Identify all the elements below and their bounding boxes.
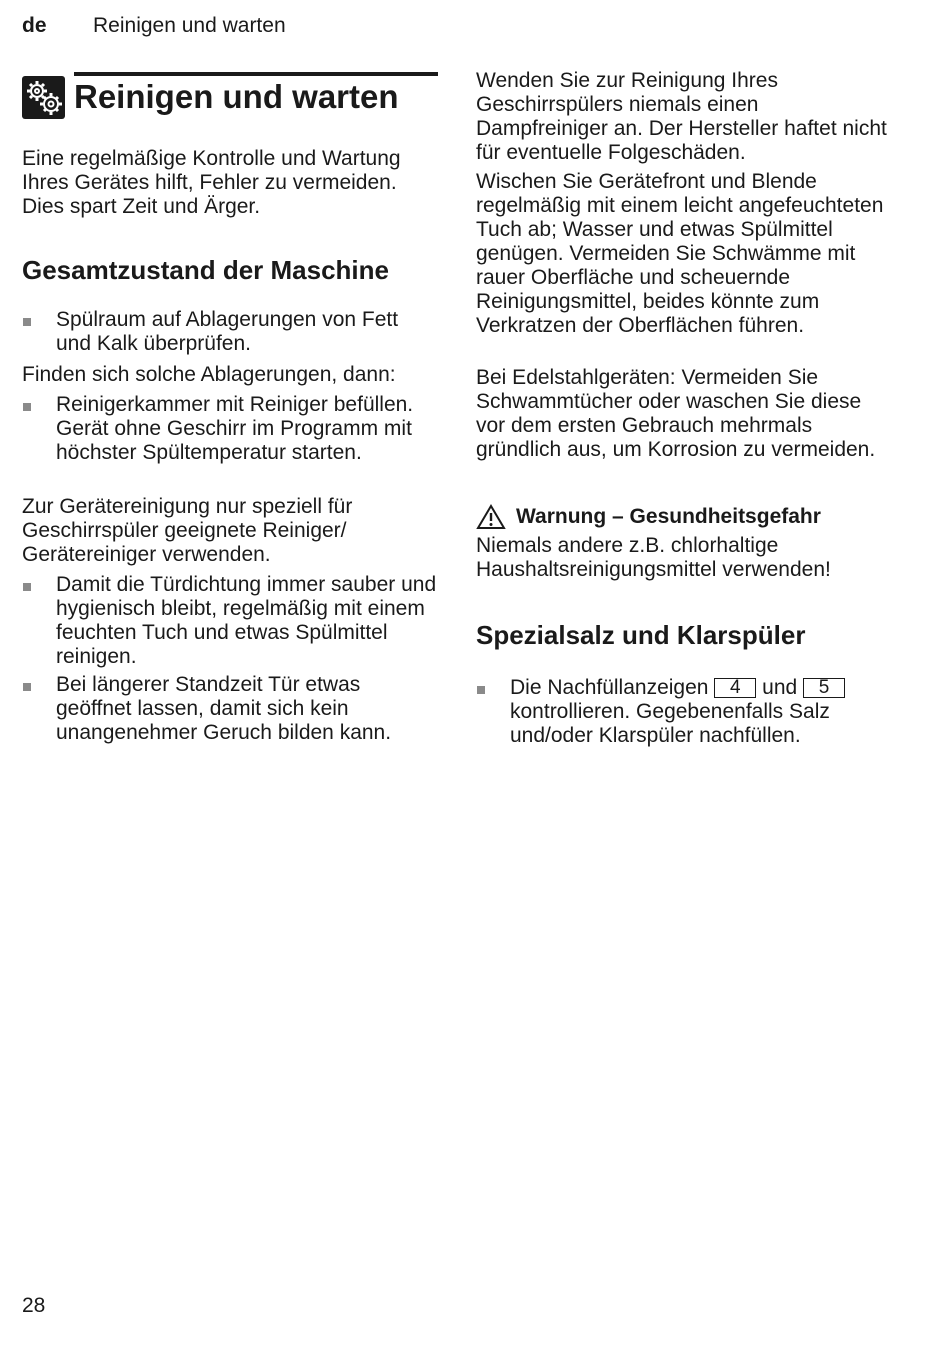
page-header <box>22 14 286 38</box>
list-item: Reinigerkammer mit Reiniger befüllen. Gerät ohne Geschirr im Programm mit höchster Spültemperatur starten. <box>22 393 438 465</box>
chapter-title: Reinigen und warten <box>74 78 399 115</box>
warning-heading <box>476 504 896 530</box>
gears-maintenance-icon <box>22 76 65 119</box>
bullet-square-icon <box>23 403 31 411</box>
paragraph: Wischen Sie Gerätefront und Blende regelmäßig mit einem leicht angefeuchteten Tuch ab; Wasser und etwas Spülmittel genügen. Vermeiden Sie Schwämme mit rauer Oberfläche und scheuernde Reinigungsmittel, beides könnte zum Verkratzen der Oberflächen führen. <box>476 170 884 337</box>
bullet-list <box>22 573 438 745</box>
list-item: Damit die Türdichtung immer sauber und hygienisch bleibt, regelmäßig mit einem feuchten Tuch und etwas Spülmittel reinigen. <box>22 573 438 669</box>
warning-block <box>476 504 896 582</box>
bullet-list <box>476 676 896 748</box>
title-rule <box>74 72 438 76</box>
page-number: 28 <box>22 1294 46 1317</box>
paragraph: Wenden Sie zur Reinigung Ihres Geschirrspülers niemals einen Dampfreiniger an. Der Hersteller haftet nicht für eventuelle Folgeschäden. <box>476 69 887 164</box>
bullet-square-icon <box>23 318 31 326</box>
reference-number-box: 5 <box>803 678 845 698</box>
paragraph: Zur Gerätereinigung nur speziell für Geschirrspüler geeignete Reiniger/ Gerätereiniger verwenden. <box>22 495 353 566</box>
bullet-list <box>22 393 438 465</box>
list-item: Bei längerer Standzeit Tür etwas geöffnet lassen, damit sich kein unangenehmer Geruch bilden kann. <box>22 673 438 745</box>
header-section-title: Reinigen und warten <box>93 14 286 37</box>
bullet-square-icon <box>23 683 31 691</box>
language-code: de <box>22 14 47 37</box>
intro-paragraph: Eine regelmäßige Kontrolle und Wartung Ihres Gerätes hilft, Fehler zu vermeiden. Dies spart Zeit und Ärger. <box>22 147 401 218</box>
reference-number-box: 4 <box>714 678 756 698</box>
section-heading-machine-condition: Gesamtzustand der Maschine <box>22 255 389 285</box>
bullet-square-icon <box>23 583 31 591</box>
warning-text: Niemals andere z.B. chlorhaltige Haushaltsreinigungsmittel verwenden! <box>476 534 831 581</box>
warning-triangle-icon <box>476 504 506 530</box>
paragraph: Finden sich solche Ablagerungen, dann: <box>22 363 396 386</box>
bullet-list <box>22 308 438 356</box>
list-item: Spülraum auf Ablagerungen von Fett und Kalk überprüfen. <box>22 308 438 356</box>
list-item: Die Nachfüllanzeigen 4 und 5 kontrollieren. Gegebenenfalls Salz und/oder Klarspüler nachfüllen. <box>476 676 896 748</box>
section-heading-salt-rinse-aid: Spezialsalz und Klarspüler <box>476 620 806 650</box>
bullet-square-icon <box>477 686 485 694</box>
paragraph: Bei Edelstahlgeräten: Vermeiden Sie Schwammtücher oder waschen Sie diese vor dem ersten Gebrauch mehrmals gründlich aus, um Korrosion zu vermeiden. <box>476 366 876 461</box>
warning-title: Warnung – Gesundheitsgefahr <box>516 505 821 528</box>
